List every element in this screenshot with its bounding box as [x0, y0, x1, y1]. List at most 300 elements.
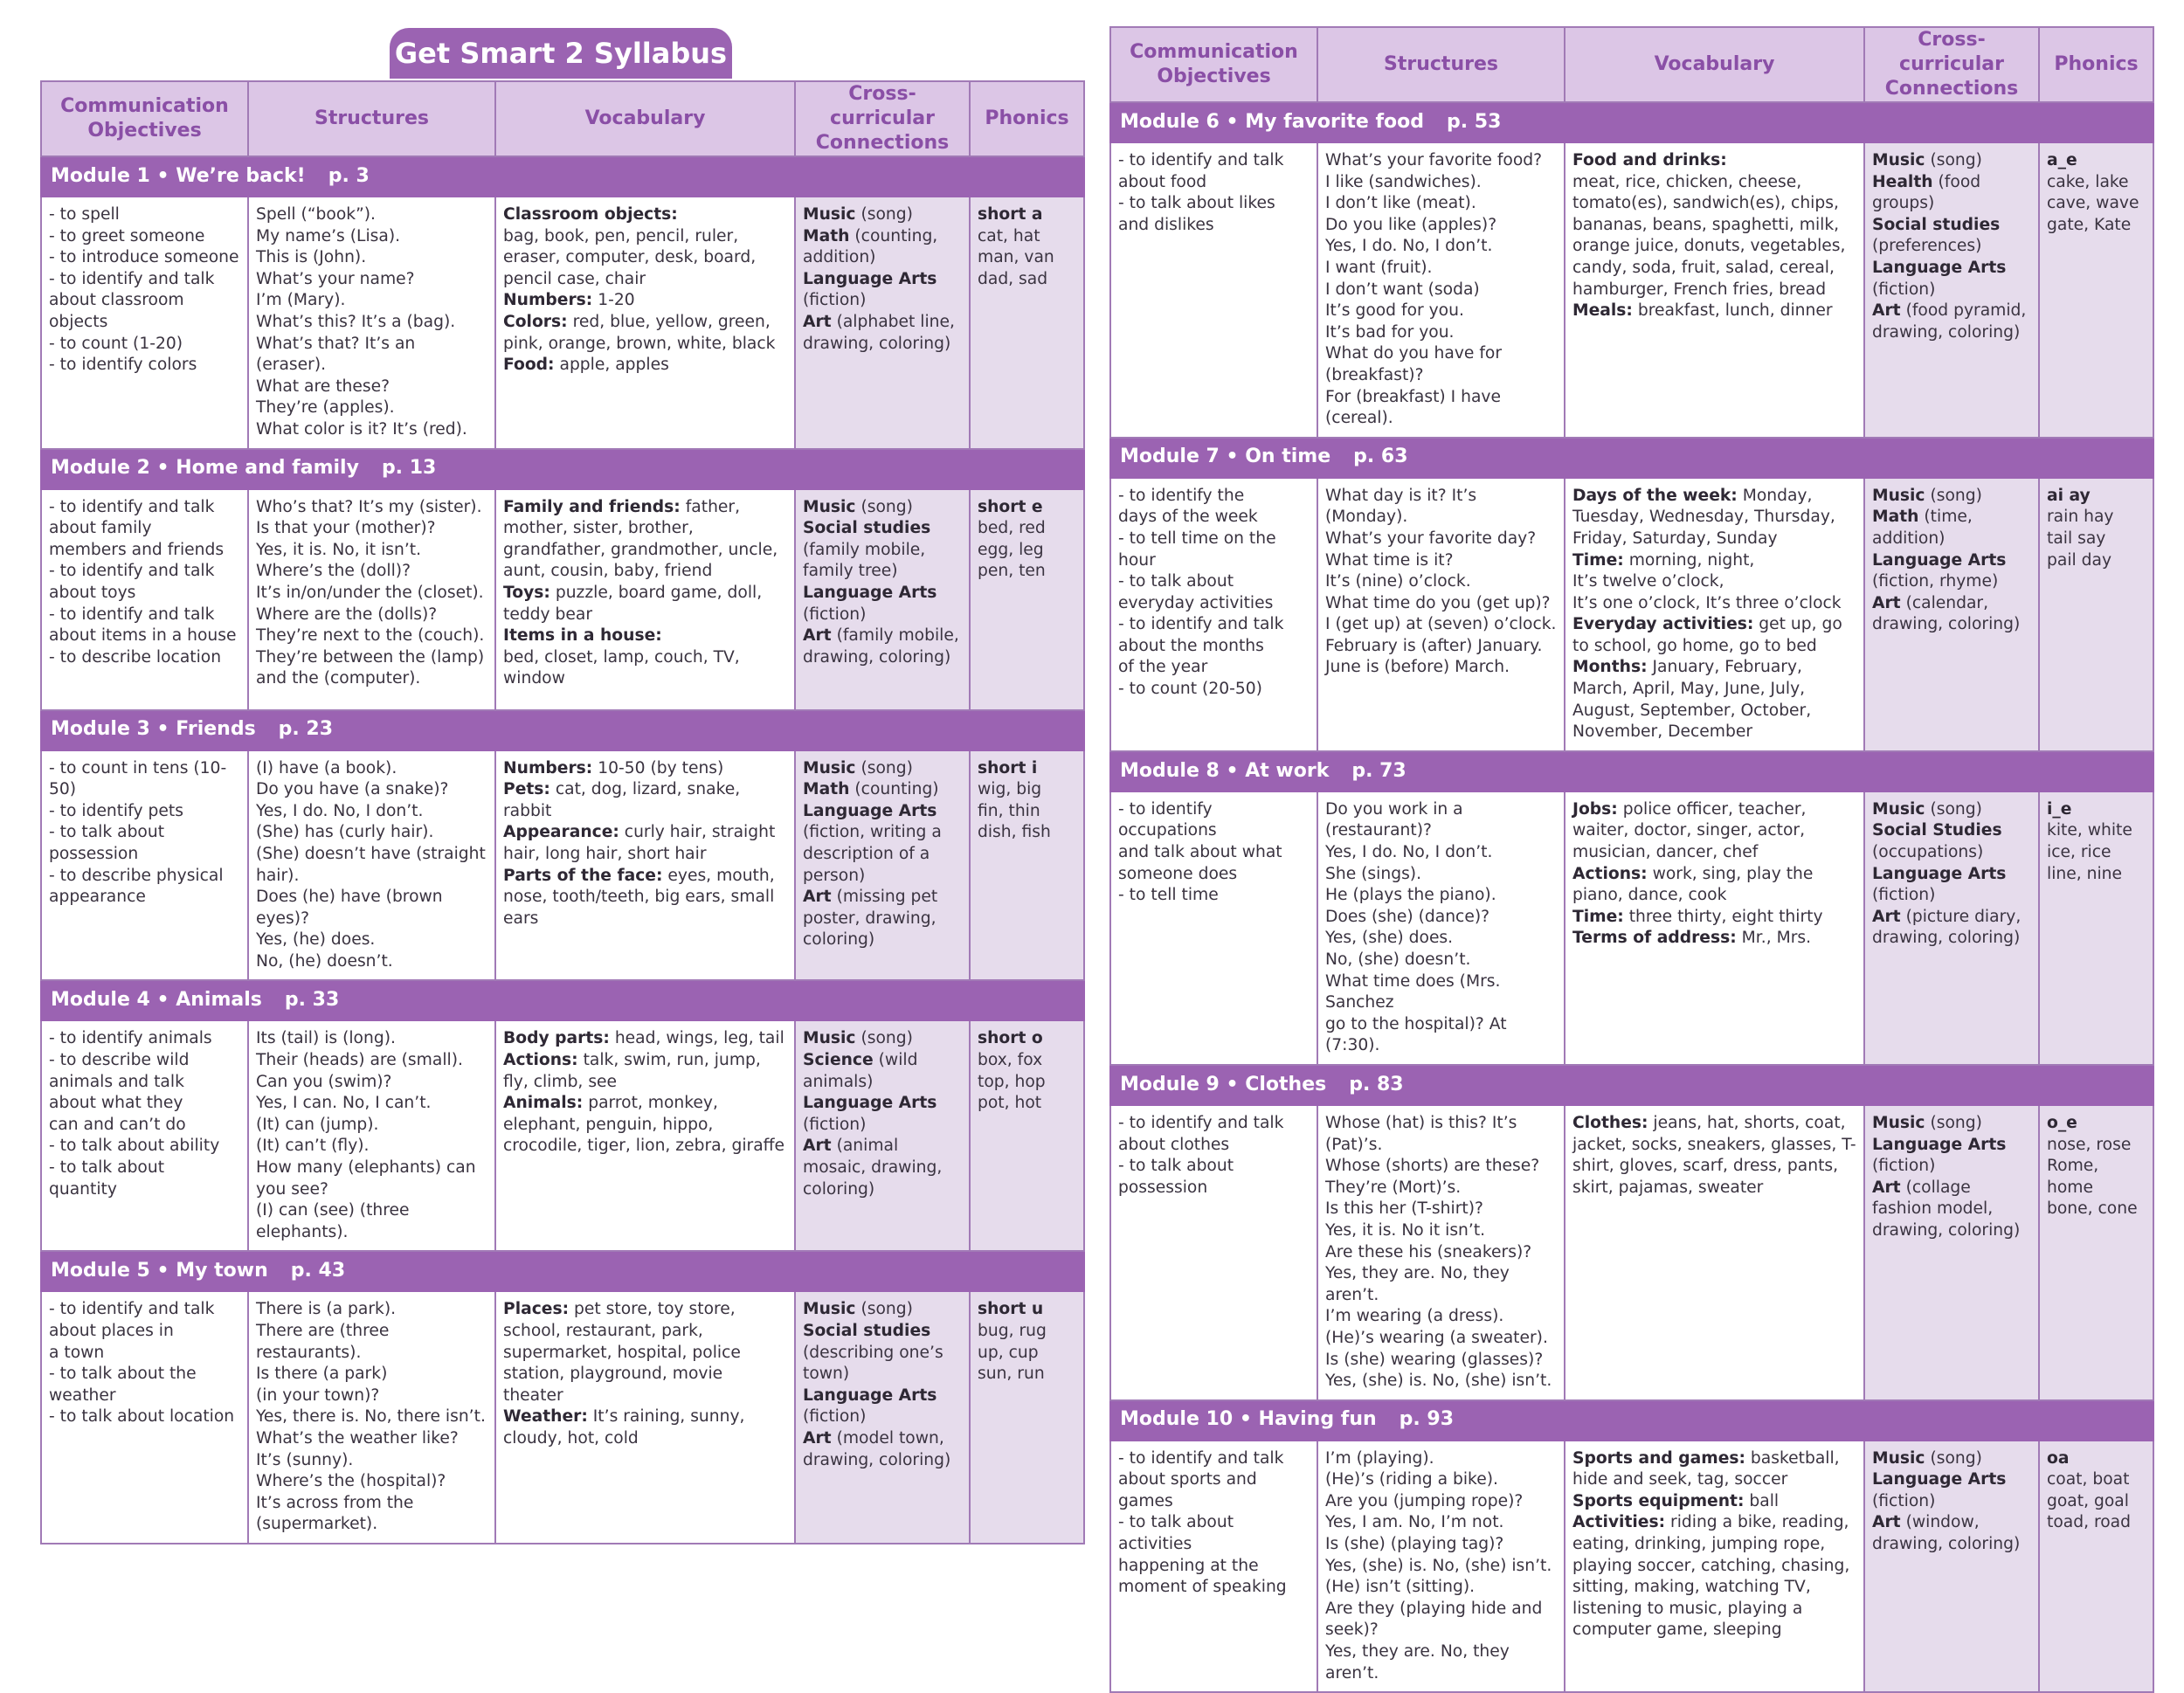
curricular-cell: [795, 750, 970, 981]
vocabulary-label: Food:: [503, 356, 555, 375]
curricular-entry: [803, 497, 962, 519]
curricular-cell: [1864, 791, 2039, 1065]
objectives-cell: [41, 1291, 248, 1544]
vocabulary-entry: [503, 1299, 787, 1406]
module-5-content-row: [41, 1291, 1084, 1544]
vocabulary-entry: [1572, 301, 1856, 322]
structures-cell: [1317, 791, 1565, 1065]
curricular-subject: Health: [1872, 172, 1933, 191]
vocabulary-cell: [1565, 1441, 1864, 1693]
curricular-subject: Language Arts: [803, 583, 937, 602]
curricular-subject: Social studies: [803, 519, 931, 538]
vocabulary-label: Actions:: [503, 1051, 578, 1070]
header-cross-curricular: Cross-curricular Connections: [795, 81, 970, 156]
vocabulary-entry: [1572, 799, 1856, 864]
curricular-entry: [803, 801, 962, 887]
objectives-text: - to identify and talk about places in a town - to talk about the weather - to talk about location: [49, 1300, 235, 1427]
vocabulary-entry: [1572, 907, 1856, 929]
vocabulary-words: breakfast, lunch, dinner: [1632, 301, 1833, 321]
phonics-sound: oa: [2047, 1448, 2070, 1468]
curricular-entry: [803, 1093, 962, 1136]
curricular-detail: (fiction): [803, 605, 867, 624]
curricular-detail: (picture diary, drawing, coloring): [1872, 907, 2022, 948]
vocabulary-entry: [503, 758, 787, 780]
structures-text: Who’s that? It’s my (sister). Is that your (mother)? Yes, it is. No, it isn’t. Where’s the (doll)? It’s in/on/under the (closet). Where are the (dolls)? They’re next to the (couch). They’re between the (lamp) and the (computer).: [256, 497, 485, 688]
curricular-entry: [1872, 907, 2031, 950]
vocabulary-label: Actions:: [1572, 864, 1648, 883]
syllabus-table-right: [1109, 26, 2154, 1693]
curricular-detail: (window, drawing, coloring): [1872, 1513, 2021, 1554]
curricular-detail: (song): [855, 1029, 913, 1048]
structures-text: There is (a park). There are (three restaurants). Is there (a park) (in your town)? Yes, there is. No, there isn’t. What’s the weather like? It’s (sunny). Where’s the (hospital)? It’s across from the (supermarket).: [256, 1300, 486, 1534]
vocabulary-cell: [495, 489, 795, 710]
module-title: Module 1 • We’re back!: [51, 164, 306, 187]
vocabulary-words: apple, apples: [554, 356, 669, 375]
curricular-subject: Math: [1872, 508, 1919, 527]
curricular-subject: Music: [803, 758, 856, 777]
curricular-entry: [1872, 486, 2031, 508]
vocabulary-entry: [503, 583, 787, 625]
curricular-detail: (model town, drawing, coloring): [803, 1428, 951, 1469]
vocabulary-label: Sports and games:: [1572, 1448, 1745, 1468]
phonics-cell: [970, 1291, 1084, 1544]
curricular-entry: [1872, 1178, 2031, 1242]
module-8-content-row: [1110, 791, 2153, 1065]
phonics-sound: short i: [978, 758, 1038, 777]
curricular-detail: (alphabet line, drawing, coloring): [803, 312, 955, 353]
curricular-subject: Music: [1872, 1448, 1925, 1468]
vocabulary-label: Food and drinks:: [1572, 151, 1727, 169]
curricular-entry: [803, 269, 962, 312]
objectives-cell: [1110, 478, 1317, 751]
vocabulary-entry: [503, 779, 787, 822]
structures-text: Whose (hat) is this? It’s (Pat)’s. Whose (shorts) are these? They’re (Mort)’s. Is this her (T-shirt)? Yes, it is. No it isn’t. Are these his (sneakers)? Yes, they are. No, they aren’t. I’m wearing (a dress). (He)’s wearing (a sweater). Is (she) wearing (glasses)? Yes, (she) is. No, (she) isn’t.: [1325, 1113, 1552, 1391]
phonics-words: kite, white ice, rice line, nine: [2047, 821, 2132, 883]
curricular-subject: Art: [803, 888, 832, 907]
curricular-detail: (song): [1925, 1113, 1982, 1132]
phonics-sound: a_e: [2047, 151, 2077, 169]
phonics-sound: short o: [978, 1029, 1043, 1048]
curricular-subject: Math: [803, 780, 850, 799]
module-heading: [1110, 751, 2153, 791]
phonics-cell: [2039, 478, 2153, 751]
objectives-text: - to identify and talk about food - to talk about likes and dislikes: [1118, 151, 1284, 234]
vocabulary-label: Weather:: [503, 1407, 588, 1427]
module-10-content-row: [1110, 1441, 2153, 1693]
vocabulary-words: 10-50 (by tens): [592, 758, 724, 777]
vocabulary-cell: [1565, 791, 1864, 1065]
curricular-detail: (song): [1925, 799, 1982, 819]
module-title: Module 9 • Clothes: [1120, 1073, 1327, 1095]
vocabulary-words: curly hair, straight hair, long hair, short hair: [503, 823, 776, 863]
curricular-detail: (fiction): [1872, 280, 1936, 299]
curricular-cell: [1864, 142, 2039, 438]
curricular-detail: (time, addition): [1872, 508, 1973, 548]
header-vocabulary: Vocabulary: [1565, 27, 1864, 102]
module-4-content-row: [41, 1020, 1084, 1251]
phonics-cell: [2039, 142, 2153, 438]
curricular-subject: Music: [803, 1029, 856, 1048]
module-6-content-row: [1110, 142, 2153, 438]
curricular-cell: [1864, 1105, 2039, 1400]
phonics-words: wig, big fin, thin dish, fish: [978, 780, 1051, 842]
curricular-subject: Art: [803, 626, 832, 646]
structures-text: (I) have (a book). Do you have (a snake)? Yes, I do. No, I don’t. (She) has (curly hair). (She) doesn’t have (straight hair). Does (he) have (brown eyes)? Yes, (he) does. No, (he) doesn’t.: [256, 758, 486, 971]
curricular-entry: [803, 1321, 962, 1385]
curricular-entry: [803, 226, 962, 269]
curricular-entry: [803, 1385, 962, 1428]
curricular-cell: [795, 197, 970, 449]
vocabulary-words: ball: [1744, 1491, 1780, 1510]
curricular-subject: Music: [1872, 1113, 1925, 1132]
curricular-detail: (animal mosaic, drawing, coloring): [803, 1137, 943, 1199]
vocabulary-words: cat, dog, lizard, snake, rabbit: [503, 780, 741, 820]
phonics-words: cake, lake cave, wave gate, Kate: [2047, 172, 2139, 234]
curricular-entry: [1872, 1469, 2031, 1512]
vocabulary-words: police officer, teacher, waiter, doctor, singer, actor, musician, dancer, chef: [1572, 799, 1807, 862]
curricular-detail: (describing one’s town): [803, 1343, 943, 1384]
phonics-cell: [970, 750, 1084, 981]
vocabulary-label: Days of the week:: [1572, 486, 1738, 505]
structures-text: Spell (“book”). My name’s (Lisa). This is (John). What’s your name? I’m (Mary). What’s this? It’s a (bag). What’s that? It’s an (eraser). What are these? They’re (apples). What color is it? It’s (red).: [256, 205, 467, 439]
vocabulary-words: meat, rice, chicken, cheese, tomato(es), sandwich(es), chips, bananas, beans, spaghetti, milk, orange juice, donuts, vegetables, candy, soda, fruit, salad, cereal, hamburger, French fries, bread: [1572, 172, 1846, 299]
phonics-cell: [970, 1020, 1084, 1251]
curricular-detail: (song): [855, 1300, 913, 1319]
phonics-sound: ai ay: [2047, 486, 2091, 505]
vocabulary-words: bed, closet, lamp, couch, TV, window: [503, 647, 740, 688]
curricular-subject: Language Arts: [803, 1094, 937, 1113]
vocabulary-label: Time:: [1572, 550, 1624, 570]
vocabulary-words: parrot, monkey, elephant, penguin, hippo, crocodile, tiger, lion, zebra, giraffe: [503, 1094, 785, 1156]
module-title: Module 4 • Animals: [51, 989, 262, 1012]
header-row: [41, 81, 1084, 156]
structures-text: What’s your favorite food? I like (sandwiches). I don’t like (meat). Do you like (apples)? Yes, I do. No, I don’t. I want (fruit). I don’t want (soda) It’s good for you. It’s bad for you. What do you have for (breakfast)? For (breakfast) I have (cereal).: [1325, 151, 1543, 428]
curricular-subject: Language Arts: [1872, 1470, 2007, 1489]
vocabulary-entry: [1572, 928, 1856, 950]
curricular-entry: [1872, 550, 2031, 593]
vocabulary-words: three thirty, eight thirty: [1623, 907, 1823, 926]
curricular-detail: (song): [855, 497, 913, 516]
vocabulary-entry: [1572, 486, 1856, 550]
objectives-text: - to identify and talk about family members and friends - to identify and talk about toys - to identify and talk about items in a house - to describe location: [49, 497, 237, 667]
objectives-cell: [1110, 1441, 1317, 1693]
curricular-entry: [803, 625, 962, 668]
curricular-subject: Math: [803, 226, 850, 245]
vocabulary-entry: [503, 204, 787, 290]
objectives-cell: [41, 197, 248, 449]
curricular-entry: [1872, 1113, 2031, 1135]
vocabulary-label: Animals:: [503, 1094, 584, 1113]
curricular-subject: Music: [1872, 151, 1925, 169]
curricular-detail: (fiction): [803, 291, 867, 310]
vocabulary-label: Appearance:: [503, 823, 619, 842]
vocabulary-entry: [1572, 1512, 1856, 1641]
curricular-subject: Language Arts: [1872, 864, 2007, 883]
curricular-detail: (fiction): [803, 1407, 867, 1427]
curricular-entry: [1872, 258, 2031, 301]
vocabulary-label: Everyday activities:: [1572, 615, 1754, 634]
curricular-entry: [803, 312, 962, 355]
curricular-subject: Science: [803, 1051, 874, 1070]
vocabulary-words: pet store, toy store, school, restaurant, park, supermarket, hospital, police station, playground, movie theater: [503, 1300, 741, 1405]
vocabulary-entry: [503, 1406, 787, 1449]
curricular-detail: (song): [1925, 486, 1982, 505]
structures-cell: [248, 1291, 495, 1544]
curricular-detail: (food groups): [1872, 172, 1981, 213]
module-7-content-row: [1110, 478, 2153, 751]
vocabulary-words: morning, night, It’s twelve o’clock, It’s one o’clock, It’s three o’clock: [1572, 550, 1842, 612]
module-1-heading-row: [41, 156, 1084, 197]
curricular-cell: [795, 489, 970, 710]
curricular-subject: Art: [803, 1428, 832, 1448]
curricular-detail: (fiction): [803, 1115, 867, 1134]
vocabulary-entry: [1572, 864, 1856, 907]
vocabulary-entry: [503, 822, 787, 865]
structures-cell: [1317, 1105, 1565, 1400]
curricular-detail: (song): [855, 758, 913, 777]
curricular-entry: [803, 1028, 962, 1050]
curricular-entry: [1872, 593, 2031, 636]
curricular-subject: Language Arts: [803, 801, 937, 820]
curricular-detail: (wild animals): [803, 1051, 918, 1091]
curricular-subject: Art: [1872, 593, 1901, 612]
curricular-entry: [803, 518, 962, 583]
vocabulary-cell: [495, 197, 795, 449]
module-title: Module 2 • Home and family: [51, 457, 359, 480]
vocabulary-entry: [1572, 550, 1856, 615]
vocabulary-words: head, wings, leg, tail: [609, 1029, 784, 1048]
vocabulary-label: Parts of the face:: [503, 866, 663, 885]
curricular-detail: (missing pet poster, drawing, coloring): [803, 888, 938, 950]
curricular-entry: [1872, 150, 2031, 172]
curricular-detail: (fiction): [1872, 1491, 1936, 1510]
curricular-detail: (occupations): [1872, 843, 1984, 862]
curricular-detail: (song): [1925, 151, 1982, 169]
phonics-words: rain hay tail say pail day: [2047, 508, 2114, 570]
vocabulary-cell: [1565, 478, 1864, 751]
module-7-heading-row: [1110, 438, 2153, 478]
objectives-text: - to identify the days of the week - to tell time on the hour - to talk about everyday activities - to identify and talk about the months of the year - to count (20-50): [1118, 486, 1284, 699]
phonics-words: bug, rug up, cup sun, run: [978, 1322, 1047, 1384]
curricular-subject: Art: [1872, 1178, 1901, 1197]
module-heading: [41, 156, 1084, 197]
objectives-text: - to identify animals - to describe wild animals and talk about what they can and can’t do - to talk about ability - to talk about quantity: [49, 1029, 220, 1199]
module-heading: [41, 449, 1084, 489]
module-title: Module 10 • Having fun: [1120, 1408, 1377, 1431]
phonics-cell: [970, 489, 1084, 710]
vocabulary-entry: [503, 312, 787, 355]
structures-text: I’m (playing). (He)’s (riding a bike). Are you (jumping rope)? Yes, I am. No, I’m not. Is (she) (playing tag)? Yes, (she) is. No, (she) isn’t. (He) isn’t (sitting). Are they (playing hide and seek)? Yes, they are. No, they aren’t.: [1325, 1448, 1552, 1683]
structures-cell: [248, 489, 495, 710]
curricular-detail: (fiction): [1872, 1157, 1936, 1176]
structures-cell: [1317, 478, 1565, 751]
module-page: p. 3: [328, 164, 370, 187]
vocabulary-label: Clothes:: [1572, 1113, 1648, 1132]
curricular-entry: [1872, 172, 2031, 215]
header-communication-objectives: Communication Objectives: [41, 81, 248, 156]
curricular-subject: Social studies: [1872, 215, 2001, 234]
curricular-entry: [1872, 799, 2031, 821]
vocabulary-label: Terms of address:: [1572, 929, 1737, 948]
header-communication-objectives: Communication Objectives: [1110, 27, 1317, 102]
structures-text: Its (tail) is (long). Their (heads) are (small). Can you (swim)? Yes, I can. No, I can’t. (It) can (jump). (It) can’t (fly). How many (elephants) can you see? (I) can (see) (three elephants).: [256, 1029, 476, 1241]
curricular-subject: Language Arts: [1872, 550, 2007, 570]
curricular-subject: Language Arts: [803, 269, 937, 288]
vocabulary-entry: [503, 497, 787, 583]
curricular-detail: (family mobile, drawing, coloring): [803, 626, 959, 667]
curricular-entry: [1872, 820, 2031, 863]
curricular-entry: [1872, 1135, 2031, 1178]
vocabulary-label: Jobs:: [1572, 799, 1618, 819]
vocabulary-label: Items in a house:: [503, 626, 662, 646]
phonics-sound: i_e: [2047, 799, 2072, 819]
phonics-sound: short a: [978, 205, 1043, 224]
vocabulary-entry: [1572, 1113, 1856, 1199]
module-page: p. 43: [290, 1260, 346, 1282]
curricular-entry: [803, 779, 962, 801]
phonics-sound: o_e: [2047, 1113, 2077, 1132]
vocabulary-words: 1-20: [592, 291, 635, 310]
phonics-cell: [2039, 1441, 2153, 1693]
phonics-sound: short e: [978, 497, 1043, 516]
curricular-entry: [1872, 1512, 2031, 1555]
header-row: [1110, 27, 2153, 102]
module-10-heading-row: [1110, 1400, 2153, 1441]
module-heading: [41, 980, 1084, 1020]
vocabulary-label: Family and friends:: [503, 497, 681, 516]
curricular-entry: [803, 1299, 962, 1321]
vocabulary-words: jeans, hat, shorts, coat, jacket, socks, sneakers, glasses, T-shirt, gloves, scarf, dress, pants, skirt, pajamas, sweater: [1572, 1113, 1856, 1197]
curricular-subject: Language Arts: [803, 1385, 937, 1405]
module-title: Module 5 • My town: [51, 1260, 268, 1282]
objectives-text: - to spell - to greet someone - to introduce someone - to identify and talk about classroom objects - to count (1-20) - to identify colors: [49, 205, 239, 375]
module-page: p. 53: [1447, 110, 1502, 133]
phonics-words: cat, hat man, van dad, sad: [978, 226, 1054, 288]
vocabulary-entry: [503, 1028, 787, 1050]
curricular-subject: Music: [1872, 486, 1925, 505]
vocabulary-label: Sports equipment:: [1572, 1491, 1745, 1510]
header-vocabulary: Vocabulary: [495, 81, 795, 156]
curricular-detail: (collage fashion model, drawing, coloring): [1872, 1178, 2021, 1240]
module-9-content-row: [1110, 1105, 2153, 1400]
vocabulary-entry: [503, 355, 787, 377]
vocabulary-entry: [503, 290, 787, 312]
curricular-subject: Art: [803, 1137, 832, 1156]
curricular-detail: (fiction, writing a description of a person): [803, 823, 942, 885]
phonics-words: nose, rose Rome, home bone, cone: [2047, 1135, 2138, 1219]
module-heading: [1110, 1400, 2153, 1441]
curricular-subject: Art: [1872, 1513, 1901, 1532]
structures-text: What day is it? It’s (Monday). What’s your favorite day? What time is it? It’s (nine) o’clock. What time do you (get up)? I (get up) at (seven) o’clock. February is (after) January. June is (before) March.: [1325, 486, 1557, 677]
vocabulary-label: Numbers:: [503, 758, 593, 777]
phonics-words: bed, red egg, leg pen, ten: [978, 519, 1046, 581]
module-1-content-row: [41, 197, 1084, 449]
vocabulary-label: Meals:: [1572, 301, 1633, 321]
vocabulary-words: eyes, mouth, nose, tooth/teeth, big ears, small ears: [503, 866, 775, 928]
curricular-cell: [795, 1020, 970, 1251]
curricular-detail: (family mobile, family tree): [803, 540, 926, 581]
header-cross-curricular: Cross-curricular Connections: [1864, 27, 2039, 102]
curricular-subject: Language Arts: [1872, 1135, 2007, 1154]
module-6-heading-row: [1110, 102, 2153, 142]
structures-cell: [248, 1020, 495, 1251]
curricular-detail: (calendar, drawing, coloring): [1872, 593, 2021, 634]
vocabulary-words: red, blue, yellow, green, pink, orange, brown, white, black: [503, 312, 776, 353]
phonics-cell: [970, 197, 1084, 449]
module-heading: [1110, 1065, 2153, 1105]
objectives-cell: [1110, 791, 1317, 1065]
curricular-subject: Social Studies: [1872, 821, 2002, 840]
curricular-subject: Music: [803, 497, 856, 516]
vocabulary-words: basketball, hide and seek, tag, soccer: [1572, 1448, 1840, 1489]
module-page: p. 83: [1349, 1073, 1404, 1095]
vocabulary-entry: [1572, 150, 1856, 301]
vocabulary-cell: [495, 1291, 795, 1544]
module-title: Module 3 • Friends: [51, 718, 256, 741]
vocabulary-label: Classroom objects:: [503, 205, 678, 224]
curricular-entry: [1872, 864, 2031, 907]
vocabulary-label: Colors:: [503, 312, 568, 331]
phonics-words: coat, boat goat, goal toad, road: [2047, 1470, 2131, 1532]
vocabulary-label: Numbers:: [503, 291, 593, 310]
curricular-detail: (song): [1925, 1448, 1982, 1468]
vocabulary-entry: [503, 1093, 787, 1157]
curricular-entry: [803, 1050, 962, 1093]
objectives-text: - to identify occupations and talk about what someone does - to tell time: [1118, 799, 1282, 905]
vocabulary-entry: [503, 625, 787, 690]
vocabulary-words: Monday, Tuesday, Wednesday, Thursday, Friday, Saturday, Sunday: [1572, 486, 1835, 548]
vocabulary-label: Toys:: [503, 583, 550, 602]
module-3-content-row: [41, 750, 1084, 981]
curricular-detail: (counting, addition): [803, 226, 938, 267]
module-page: p. 33: [284, 989, 340, 1012]
curricular-cell: [1864, 478, 2039, 751]
structures-cell: [1317, 1441, 1565, 1693]
curricular-entry: [803, 1136, 962, 1200]
module-heading: [41, 710, 1084, 750]
syllabus-title: Get Smart 2 Syllabus: [390, 28, 732, 79]
structures-cell: [1317, 142, 1565, 438]
curricular-subject: Art: [1872, 907, 1901, 926]
vocabulary-entry: [503, 866, 787, 930]
syllabus-table-left: [40, 80, 1085, 1544]
vocabulary-cell: [495, 750, 795, 981]
phonics-cell: [2039, 791, 2153, 1065]
module-9-heading-row: [1110, 1065, 2153, 1105]
curricular-subject: Art: [1872, 301, 1901, 321]
vocabulary-cell: [495, 1020, 795, 1251]
structures-text: Do you work in a (restaurant)? Yes, I do. No, I don’t. She (sings). He (plays the piano). Does (she) (dance)? Yes, (she) does. No, (she) doesn’t. What time does (Mrs. Sanchez go to the hospital)? At (7:30).: [1325, 799, 1507, 1055]
curricular-entry: [1872, 507, 2031, 549]
curricular-entry: [1872, 1448, 2031, 1470]
curricular-entry: [803, 758, 962, 780]
structures-cell: [248, 197, 495, 449]
curricular-subject: Music: [1872, 799, 1925, 819]
vocabulary-words: father, mother, sister, brother, grandfather, grandmother, uncle, aunt, cousin, baby, friend: [503, 497, 778, 581]
curricular-entry: [803, 583, 962, 625]
curricular-subject: Music: [803, 1300, 856, 1319]
curricular-cell: [1864, 1441, 2039, 1693]
module-page: p. 93: [1399, 1408, 1455, 1431]
vocabulary-label: Months:: [1572, 658, 1648, 677]
module-heading: [1110, 102, 2153, 142]
vocabulary-entry: [1572, 657, 1856, 743]
vocabulary-words: talk, swim, run, jump, fly, climb, see: [503, 1051, 761, 1091]
vocabulary-entry: [1572, 1491, 1856, 1513]
module-5-heading-row: [41, 1251, 1084, 1291]
vocabulary-words: puzzle, board game, doll, teddy bear: [503, 583, 763, 624]
vocabulary-label: Time:: [1572, 907, 1624, 926]
